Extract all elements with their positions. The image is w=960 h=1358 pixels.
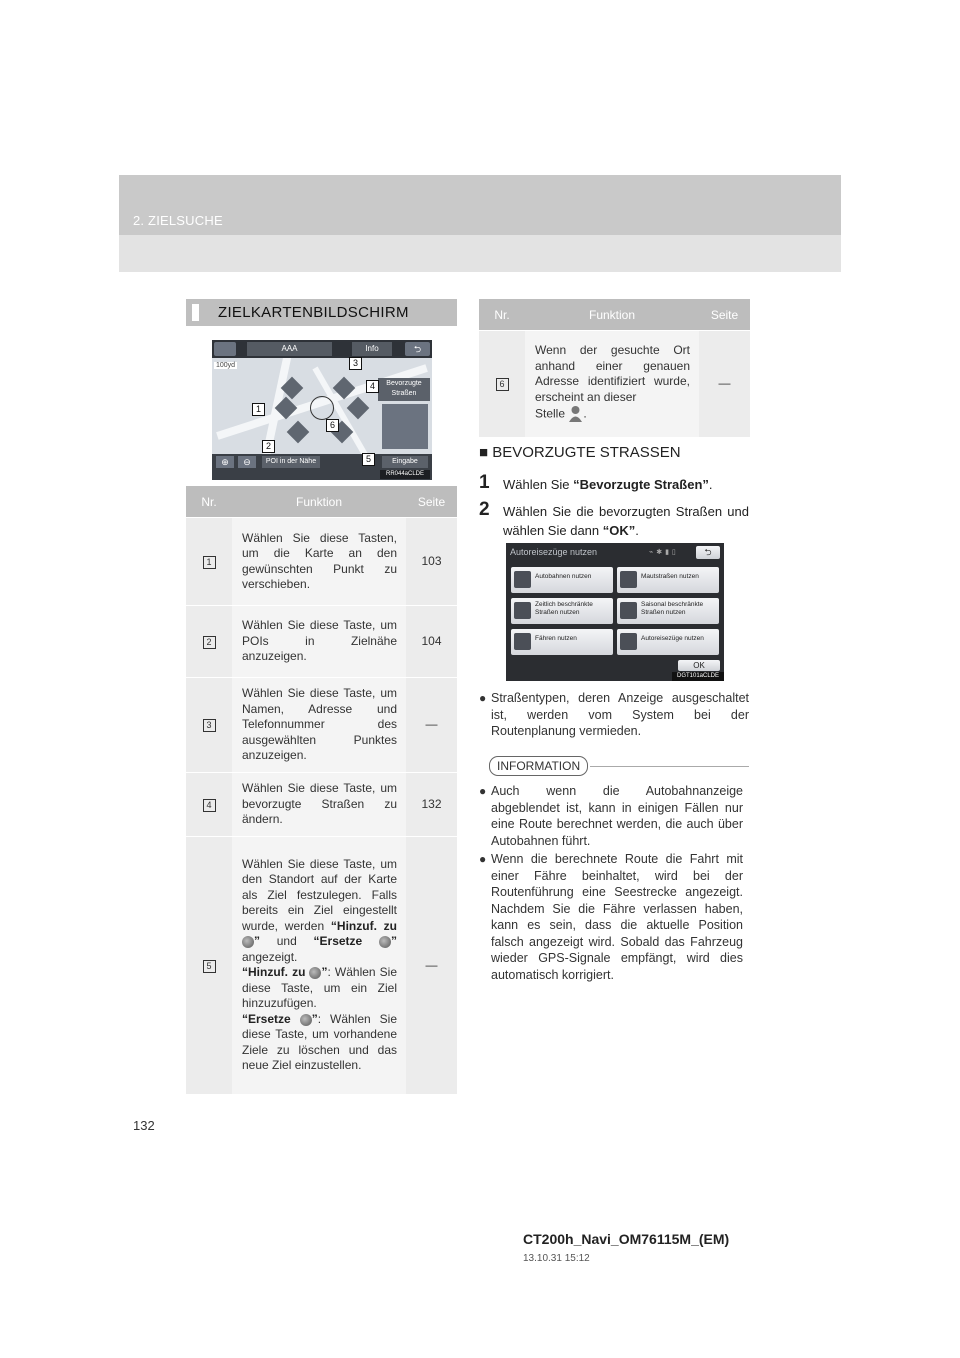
step-text-end: . [708,477,713,492]
option-autoreisezuege-button[interactable] [617,629,719,655]
info-item [479,783,743,849]
destination-icon [379,936,391,948]
row5-text: Wählen Sie diese Taste, um den Standort auf der Karte als Ziel festzulegen. Falls bereits ein Ziel eingestellt wurde, werden [242,856,397,933]
bullet-dot-icon: ● [479,852,487,866]
car-train-icon [620,633,637,650]
destination-icon [309,967,321,979]
angezeigt-text: angezeigt. [242,949,298,964]
hinzuf-label: “Hinzuf. zu [242,965,306,980]
note-bullet [479,690,749,740]
bullet-dot-icon: ● [479,784,487,798]
poi-button[interactable]: POI in der Nähe [262,456,320,468]
row-page: — [406,678,457,773]
option-label: Mautstraßen nutzen [641,573,699,580]
option-label: Autoreisezüge nutzen [641,635,704,642]
stelle-end: . [583,406,587,421]
compass-icon[interactable] [214,342,236,356]
option-label: Fähren nutzen [535,635,577,642]
row-page: 104 [406,606,457,678]
table-row [479,331,750,437]
ersetze-label: “Ersetze [313,934,363,949]
option-label-2: Straßen nutzen [641,609,686,616]
page-number: 132 [133,1118,155,1133]
preferred-roads-screenshot [506,543,724,681]
zoom-in-icon[interactable]: ⊕ [216,456,234,468]
section-title: ZIELKARTENBILDSCHIRM [218,304,409,321]
step-bold-text: “OK” [602,523,636,538]
option-saisonal-button[interactable] [617,598,719,624]
und-text: und [276,934,297,949]
search-text: AAA [247,342,332,356]
row-function: Wählen Sie diese Taste, um POIs in Zielnähe anzuzeigen. [232,606,406,678]
row-number: 5 [203,960,216,973]
scale-label: 100yd [216,362,236,369]
image-code: RR044aCLDE [380,470,430,479]
highway-icon [514,571,531,588]
step-number: 1 [479,472,490,493]
row-function [232,836,406,1094]
section-marker [192,304,199,321]
callout-4: 4 [366,380,379,393]
row-page: 132 [406,773,457,837]
back-icon[interactable]: ⮌ [696,546,720,559]
header-top [119,175,841,235]
header-nr: Nr. [479,299,525,331]
option-autobahnen-button[interactable] [511,567,613,593]
option-label-2: Straßen nutzen [535,609,580,616]
step-text: Wählen Sie [503,477,574,492]
destination-icon [300,1014,312,1026]
toll-icon [620,571,637,588]
road-type-icons [382,404,428,449]
ok-button[interactable]: OK [678,660,720,671]
zoom-out-icon[interactable]: ⊖ [238,456,256,468]
bullet-dot-icon: ● [479,691,487,705]
row-number: 2 [203,636,216,649]
callout-3: 3 [349,357,362,370]
quote-end: ” [321,965,328,980]
preferred-label-line2: Straßen [391,390,417,397]
table-row [186,518,457,606]
footer-code: CT200h_Navi_OM76115M_(EM) [523,1231,730,1247]
arrow-right-icon[interactable] [347,397,370,420]
information-label: INFORMATION [489,756,588,776]
info-item [479,851,743,983]
row-function: Wählen Sie diese Tasten, um die Karte an den gewünschten Punkt zu verschieben. [232,518,406,606]
option-maut-button[interactable] [617,567,719,593]
row-function [525,331,699,437]
subsection-title: ■ BEVORZUGTE STRASSEN [479,444,681,461]
option-label: Autobahnen nutzen [535,573,592,580]
preferred-label-line1: Bevorzugte [386,380,422,387]
arrow-down-left-icon[interactable] [287,421,310,444]
time-restricted-icon [514,602,531,619]
row-number: 3 [203,719,216,732]
header-seite: Seite [406,486,457,518]
row-number: 4 [203,799,216,812]
row-function: Wählen Sie diese Taste, um Namen, Adresse und Telefonnummer des ausgewählten Punktes anzuzeigen. [232,678,406,773]
header-funktion: Funktion [232,486,406,518]
status-icons: ⌁✱▮▯ [649,549,679,556]
back-icon[interactable]: ⮌ [405,342,430,356]
header-seite: Seite [699,299,750,331]
header-funktion: Funktion [525,299,699,331]
function-table [186,486,457,1094]
hinzuf-label: “Hinzuf. zu [330,918,397,933]
table-row [186,606,457,678]
section-title-bar [186,299,457,326]
row-page: — [699,331,750,437]
note-text: Straßentypen, deren Anzeige ausgeschaltet ist, werden vom System bei der Routenplanung vermieden. [491,691,749,738]
quote-end: ” [254,934,260,949]
option-zeitlich-button[interactable] [511,598,613,624]
ersetze-description: : Wählen Sie diese Taste, um vorhandene Ziele zu löschen und das neue Ziel einzustellen. [242,1011,397,1073]
option-faehren-button[interactable] [511,629,613,655]
step-text: Wählen Sie die bevorzugten Straßen und wählen Sie dann [503,504,749,538]
table-row [186,836,457,1094]
footer-timestamp: 13.10.31 15:12 [523,1253,590,1264]
callout-1: 1 [252,403,265,416]
callout-6: 6 [326,419,339,432]
callout-5: 5 [362,453,375,466]
ersetze-label: “Ersetze [242,1011,291,1026]
step-bold-text: “Bevorzugte Straßen” [573,477,709,492]
option-label: Zeitlich beschränkte [535,601,593,608]
row6-text: Wenn der gesuchte Ort anhand einer genauen Adresse identifiziert wurde, erscheint an dieser [535,343,690,404]
step-text-end: . [635,523,639,538]
ferry-icon [514,633,531,650]
callout-2: 2 [262,440,275,453]
screen-title: Autoreisezüge nutzen [510,547,598,557]
information-rule [590,766,749,767]
person-pin-icon [568,405,583,424]
preferred-roads-button[interactable] [378,378,430,401]
option-label: Saisonal beschränkte [641,601,704,608]
hinzuf-description: : Wählen Sie diese Taste, um ein Ziel hinzuzufügen. [242,965,397,1011]
destination-icon [242,936,254,948]
table-row [186,773,457,837]
row-number: 6 [496,378,509,391]
stelle-text: Stelle [535,406,566,421]
info-button[interactable]: Info [352,342,392,356]
table-row [186,678,457,773]
enter-button[interactable]: Eingabe [382,456,428,468]
row-page: — [406,836,457,1094]
header-nr: Nr. [186,486,232,518]
crosshair-icon [310,396,334,420]
row-function: Wählen Sie diese Taste, um bevorzugte Straßen zu ändern. [232,773,406,837]
map-screenshot [212,340,432,480]
info-text: Auch wenn die Autobahnanzeige abgeblendet ist, kann in einigen Fällen nur eine Route berechnet werden, die auch über Autobahnen führt. [491,784,743,848]
quote-end: ” [390,934,397,949]
row-number: 1 [203,556,216,569]
seasonal-icon [620,602,637,619]
chapter-title: 2. ZIELSUCHE [133,213,223,228]
info-text: Wenn die berechnete Route die Fahrt mit einer Fähre beinhaltet, wird bei der Routenführung eine Seestrecke angezeigt. Nachdem Sie die Fähre verlassen haben, kann es sein, dass die aktuelle Position falsch angezeigt wird. Sobald das Fahrzeug wieder GPS-Signale empfängt, wird dies automatisch korrigiert. [491,852,743,982]
image-code: DGT101aCLDE [672,672,724,681]
step-number: 2 [479,499,490,520]
row-page: 103 [406,518,457,606]
quote-end: ” [311,1011,318,1026]
function-table-continued [479,299,750,437]
